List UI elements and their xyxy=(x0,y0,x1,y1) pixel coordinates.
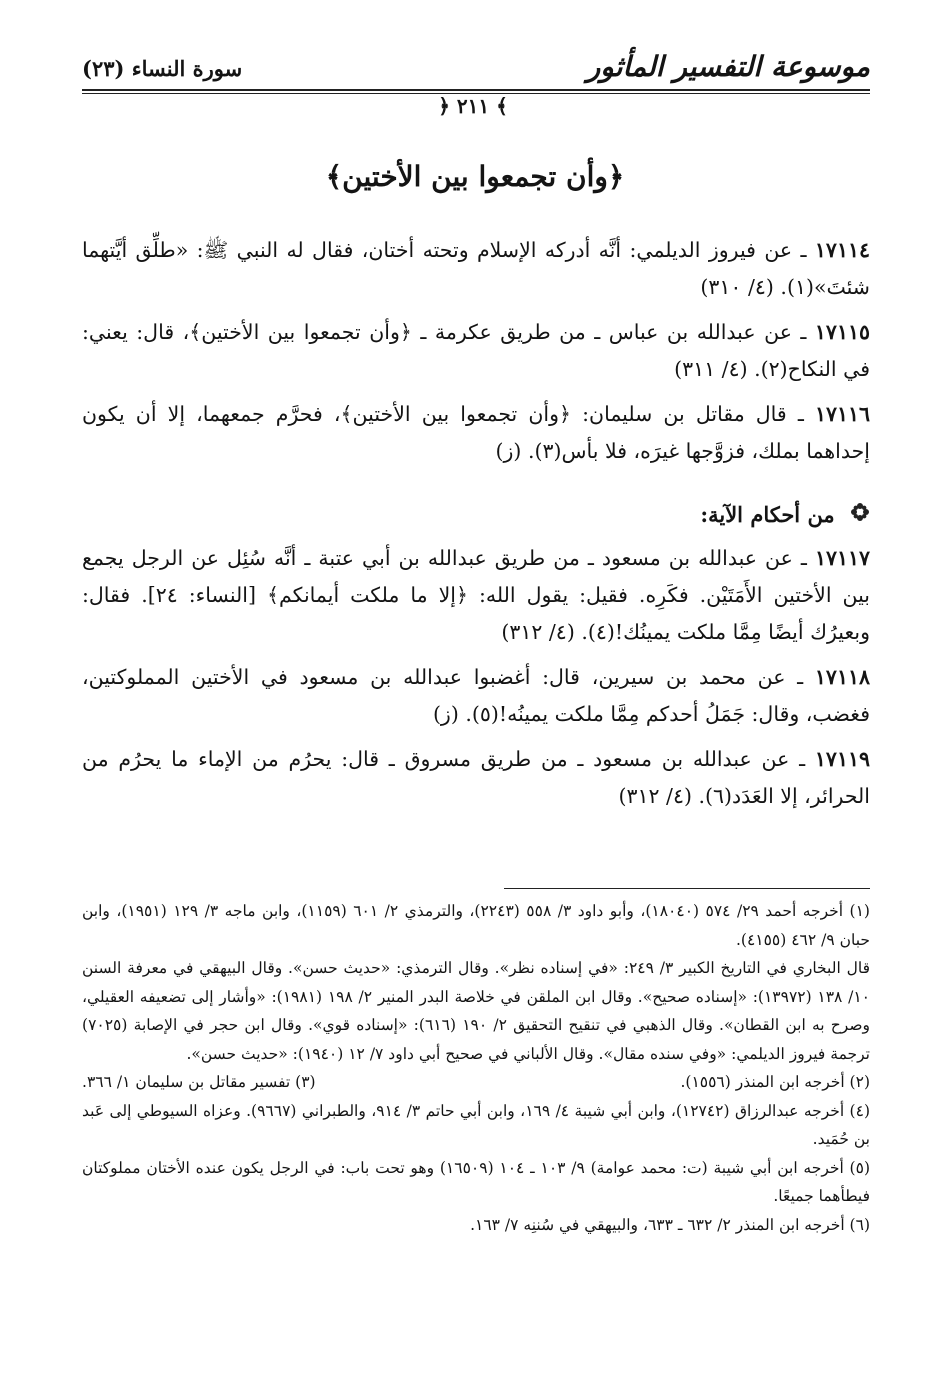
entry xyxy=(82,396,870,470)
ruling-entry xyxy=(82,540,870,651)
footnote-4: (٤) أخرجه عبدالرزاق (١٢٧٤٢)، وابن أبي شيبة ٤/ ١٦٩، وابن أبي حاتم ٣/ ٩١٤، والطبراني (٩٦٦٧). وعزاه السيوطي إلى عَبد بن حُمَيد. xyxy=(82,1101,870,1148)
section-title: من أحكام الآية: xyxy=(700,502,835,527)
entry xyxy=(82,314,870,388)
footnote-separator xyxy=(504,888,870,889)
footnotes xyxy=(82,897,870,1239)
footnote-3: (٣) تفسير مقاتل بن سليمان ١/ ٣٦٦. xyxy=(82,1073,316,1091)
footnote-1: (١) أخرجه أحمد ٢٩/ ٥٧٤ (١٨٠٤٠)، وأبو داود ٣/ ٥٥٨ (٢٢٤٣)، والترمذي ٢/ ٦٠١ (١١٥٩)، وابن ماجه ٣/ ١٢٩ (١٩٥١)، وابن حبان ٩/ ٤٦٢ (٤١٥٥). xyxy=(82,902,870,949)
footnote-6: (٦) أخرجه ابن المنذر ٢/ ٦٣٢ ـ ٦٣٣، والبيهقي في سُننِه ٧/ ١٦٣. xyxy=(470,1215,870,1234)
page-number xyxy=(0,94,946,118)
page-number-text: ﴾ ٢١١ ﴿ xyxy=(430,94,516,118)
footnote-2: (٢) أخرجه ابن المنذر (١٥٥٦). xyxy=(680,1073,870,1091)
entry-number: ١٧١١٤ xyxy=(814,238,870,262)
header-rule xyxy=(82,89,870,91)
section-heading xyxy=(82,496,870,534)
ruling-entry xyxy=(82,659,870,733)
ruling-text: ـ عن محمد بن سيرين، قال: أغضبوا عبدالله بن مسعود في الأختين المملوكتين، فغضب، وقال: جَمَلُ أحدكم مِمَّا ملكت يمينُه!(٥). xyxy=(82,665,870,726)
entry-text: ـ قال مقاتل بن سليمان: ﴿وأن تجمعوا بين الأختين﴾، فحرَّم جمعهما، إلا أن يكون إحداهما بملك، فزوَّجها غيرَه، فلا بأس(٣). xyxy=(82,402,870,463)
footnote-row xyxy=(82,1068,870,1097)
entry-number: ١٧١١٦ xyxy=(814,402,870,426)
entry-reference: (٤/ ٣١٠) xyxy=(700,275,774,299)
ruling-text: ـ عن عبدالله بن مسعود ـ من طريق عبدالله بن أبي عتبة ـ أنَّه سُئِل عن الرجل يجمع بين الأختين الأَمَتَيْن. فكَرِه. فقيل: يقول الله: ﴿إلا ما ملكت أيمانكم﴾ [النساء: ٢٤]. فقال: وبعيرُك أيضًا مِمَّا ملكت يمينُك!(٤). xyxy=(82,546,871,644)
ruling-reference: (٤/ ٣١٢) xyxy=(618,784,692,808)
ruling-reference: (٤/ ٣١٢) xyxy=(501,620,575,644)
footnote-5: (٥) أخرجه ابن أبي شيبة (ت: محمد عوامة) ٩/ ١٠٣ ـ ١٠٤ (١٦٥٠٩) وهو تحت باب: في الرجل يكون عنده الأختان مملوكتان فيطأهما جميعًا. xyxy=(82,1158,870,1205)
ruling-number: ١٧١١٧ xyxy=(814,546,870,570)
entry-text: ـ عن عبدالله بن عباس ـ من طريق عكرمة ـ ﴿وأن تجمعوا بين الأختين﴾، قال: يعني: في النكاح(٢). xyxy=(82,320,870,381)
entry-number: ١٧١١٥ xyxy=(814,320,870,344)
entry-text: ـ عن فيروز الديلمي: أنَّه أدركه الإسلام وتحته أختان، فقال له النبي ﷺ: «طلِّق أيَّتهما شئتَ»(١). xyxy=(82,238,870,299)
running-header xyxy=(82,50,870,88)
flower-icon xyxy=(850,496,870,534)
ruling-text: ـ عن عبدالله بن مسعود ـ من طريق مسروق ـ قال: يحرُم من الإماء ما يحرُم من الحرائر، إلا العَدَد(٦). xyxy=(82,747,870,808)
book-title: موسوعة التفسير المأثور xyxy=(586,50,870,83)
footnote-1-note: قال البخاري في التاريخ الكبير ٣/ ٢٤٩: «في إسناده نظر». وقال الترمذي: «حديث حسن». وقال البيهقي في معرفة السنن ١٠/ ١٣٨ (١٣٩٧٢): «إسناده صحيح». وقال ابن الملقن في خلاصة البدر المنير ٢/ ١٩٨ (١٩٨١): «وأشار إلى تضعيفه العقيلي، وصرح به ابن القطان». وقال الذهبي في تنقيح التحقيق ٢/ ١٩٠ (٦١٦): «إسناده قوي». وقال ابن حجر في الإصابة (٧٠٢٥) ترجمة فيروز الديلمي: «وفي سنده مقال». وقال الألباني في صحيح أبي داود ٧/ ١٢ (١٩٤٠): «حديث حسن». xyxy=(82,959,870,1063)
ruling-number: ١٧١١٩ xyxy=(814,747,870,771)
ruling-entry xyxy=(82,741,870,815)
ruling-reference: (ز) xyxy=(432,702,459,726)
main-text xyxy=(82,232,870,823)
entry-reference: (٤/ ٣١١) xyxy=(674,357,748,381)
verse-title: ﴿وأن تجمعوا بين الأختين﴾ xyxy=(325,160,625,193)
surah-label: سورة النساء (٢٣) xyxy=(82,56,243,81)
entry xyxy=(82,232,870,306)
ruling-number: ١٧١١٨ xyxy=(814,665,870,689)
entry-reference: (ز) xyxy=(495,439,522,463)
